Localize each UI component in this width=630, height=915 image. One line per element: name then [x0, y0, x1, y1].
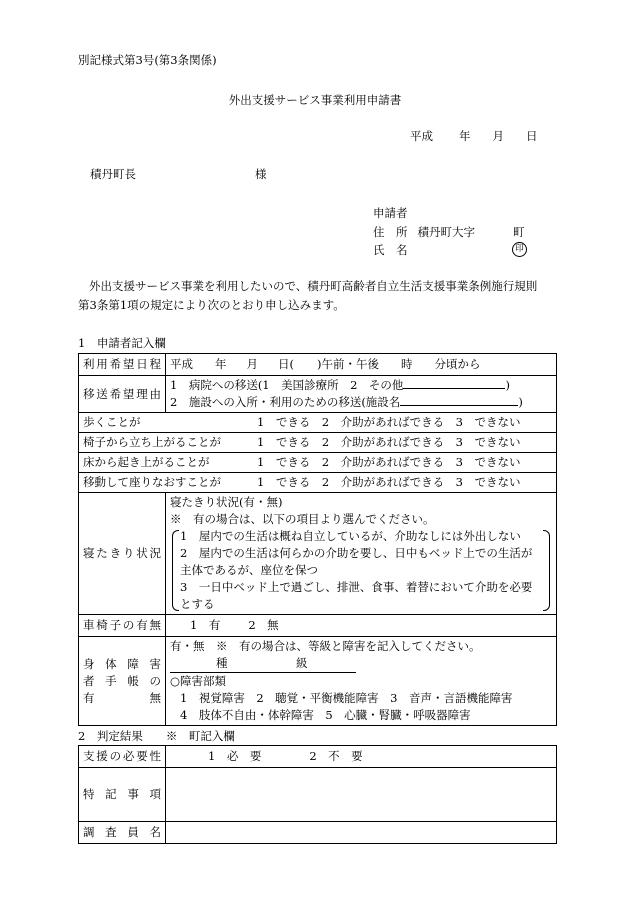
disability-category-line-2: 4 肢体不自由・体幹障害 5 心臓・腎臓・呼吸器障害: [180, 708, 471, 722]
row-disability: [79, 637, 557, 726]
options-walk: 1 できる 2 介助があればできる 3 できない: [257, 415, 521, 429]
row-schedule: [79, 354, 557, 376]
field-stand[interactable]: [79, 433, 557, 453]
field-walk[interactable]: [79, 413, 557, 433]
label-investigator: 調査員名: [79, 822, 166, 844]
label-disability: [79, 637, 166, 726]
label-reason: 移送希望理由: [79, 376, 166, 413]
wheelchair-no: 2 無: [248, 618, 279, 632]
label-wheelchair: 車椅子の有無: [79, 615, 166, 637]
wheelchair-yes: 1 有: [190, 618, 221, 632]
date-era: 平成: [410, 129, 433, 143]
row-bedridden: [79, 493, 557, 615]
label-walk: 歩くことが: [83, 415, 141, 429]
label-stand: 椅子から立ち上がることが: [83, 435, 221, 449]
bedridden-option-1: 1 屋内での生活は概ね自立しているが、介助なしには外出しない: [180, 529, 521, 543]
date-month: 月: [492, 129, 504, 143]
label-bedridden: 寝たきり状況: [79, 493, 166, 615]
intro-line-1: 外出支援サービス事業を利用したいので、積丹町高齢者自立生活支援事業条例施行規則: [89, 279, 538, 293]
date-day: 日: [526, 129, 538, 143]
disability-category-line-1: 1 視覚障害 2 聴覚・平衡機能障害 3 音声・言語機能障害: [180, 691, 513, 705]
label-disability-3a: 有: [83, 690, 95, 705]
label-notes: 特記事項: [79, 768, 166, 822]
reason-hospital: 1 病院への移送(1 美国診療所 2 その他: [170, 378, 404, 392]
field-reason[interactable]: [166, 376, 557, 413]
schedule-day-ampm: 日( )午前・午後: [278, 357, 379, 371]
options-stand: 1 できる 2 介助があればできる 3 できない: [257, 435, 521, 449]
section2-heading: 2 判定結果 ※ 町記入欄: [78, 729, 235, 743]
row-necessity: [79, 746, 557, 768]
application-date: [410, 128, 538, 144]
bedridden-note: ※ 有の場合は、以下の項目より選んでください。: [170, 512, 435, 526]
field-rise[interactable]: [79, 453, 557, 473]
addressee-name: 積丹町長: [90, 167, 136, 181]
bedridden-option-3: 3 一日中ベッド上で過ごし、排泄、食事、着替において介助を必要とする: [180, 580, 533, 611]
reason-facility-blank[interactable]: [400, 405, 518, 406]
schedule-month: 月: [246, 357, 258, 371]
row-reason: [79, 376, 557, 413]
field-necessity[interactable]: [166, 746, 557, 768]
disability-status: 有・無 ※ 有の場合は、等級と障害を記入してください。: [170, 639, 481, 653]
label-move: 移動して座りなおすことが: [83, 475, 221, 489]
row-walk: [79, 413, 557, 433]
disability-grade-blank[interactable]: [170, 655, 356, 673]
disability-category: ○障害部類: [170, 674, 227, 688]
section1-heading: 1 申請者記入欄: [78, 336, 166, 350]
applicant-table: [78, 353, 557, 726]
seal-mark: [512, 241, 527, 257]
form-number: 別記様式第3号(第3条関係): [78, 53, 217, 67]
seal-icon: 印: [512, 242, 527, 257]
bedridden-option-2: 2 屋内での生活は何らかの介助を要し、日中もベッド上での生活が主体であるが、座位を保つ: [180, 546, 533, 577]
options-move: 1 できる 2 介助があればできる 3 できない: [257, 475, 521, 489]
field-bedridden[interactable]: [166, 493, 557, 615]
field-investigator[interactable]: [166, 822, 557, 844]
row-investigator: [79, 822, 557, 844]
bedridden-status: 寝たきり状況(有・無): [170, 495, 283, 509]
schedule-year: 年: [215, 357, 227, 371]
row-stand: [79, 433, 557, 453]
label-disability-3b: 無: [149, 690, 161, 705]
schedule-hour: 時: [400, 357, 413, 371]
label-disability-2: 者手帳の: [83, 673, 161, 688]
intro-line-2: 第3条第1項の規定により次のとおり申し込みます。: [78, 298, 345, 312]
reason-line1-close: ): [505, 378, 510, 392]
label-rise: 床から起き上がることが: [83, 455, 210, 469]
label-necessity: 支援の必要性: [79, 746, 166, 768]
field-schedule[interactable]: [166, 354, 557, 376]
row-move: [79, 473, 557, 493]
applicant-address: [373, 224, 525, 240]
address-label: 住 所: [373, 225, 408, 239]
address-value: 積丹町大字: [417, 225, 475, 239]
field-disability[interactable]: [166, 637, 557, 726]
document-title: 外出支援サービス事業利用申請書: [228, 93, 402, 107]
schedule-era: 平成: [170, 357, 193, 371]
disability-grade: 級: [296, 656, 308, 670]
necessity-required: 1 必 要: [208, 749, 262, 763]
field-notes[interactable]: [166, 768, 557, 822]
row-notes: [79, 768, 557, 822]
bedridden-options: [172, 528, 550, 613]
address-suffix: 町: [513, 225, 525, 239]
field-move[interactable]: [79, 473, 557, 493]
reason-line2-close: ): [518, 395, 523, 409]
label-schedule: 利用希望日程: [79, 354, 166, 376]
reason-other-blank[interactable]: [403, 388, 505, 389]
field-wheelchair[interactable]: [166, 615, 557, 637]
schedule-minute: 分頃から: [434, 357, 481, 371]
addressee-honorific: 様: [255, 167, 267, 181]
options-rise: 1 できる 2 介助があればできる 3 できない: [257, 455, 521, 469]
necessity-not-required: 2 不 要: [309, 749, 363, 763]
reason-facility: 2 施設への入所・利用のための移送(施設名: [170, 395, 401, 409]
judgement-table: [78, 745, 557, 844]
label-disability-1: 身体障害: [83, 656, 161, 671]
row-wheelchair: [79, 615, 557, 637]
disability-kind: 種: [216, 656, 228, 670]
date-year: 年: [459, 129, 471, 143]
applicant-name-label: 氏 名: [373, 243, 408, 257]
row-rise: [79, 453, 557, 473]
applicant-heading: 申請者: [373, 206, 408, 220]
